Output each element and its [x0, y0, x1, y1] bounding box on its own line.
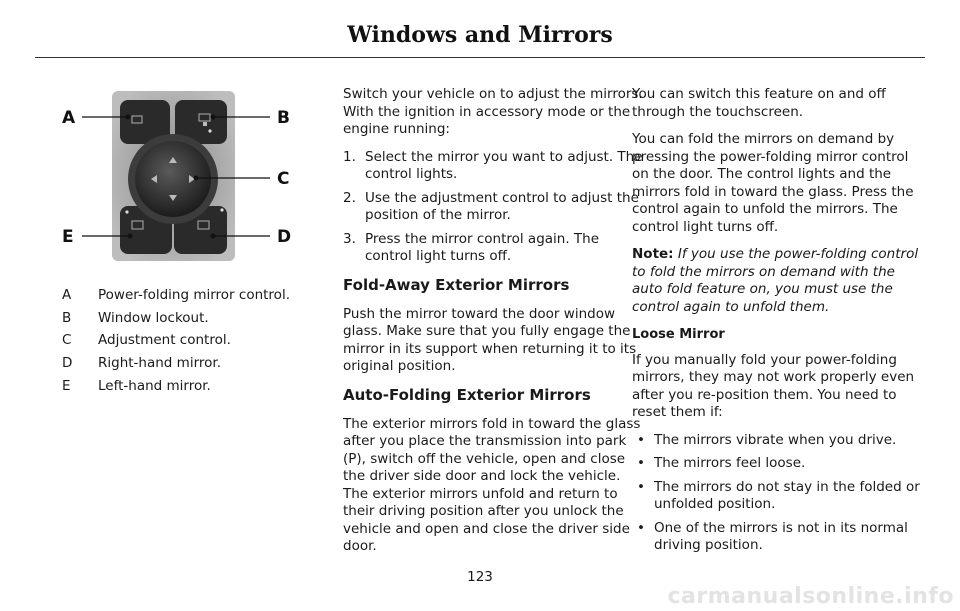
legend-key: E [62, 377, 71, 394]
callout-label-a: A [62, 108, 76, 128]
list-item [632, 479, 928, 514]
intro-paragraph: Switch your vehicle on to adjust the mirrors. With the ignition in accessory mode or the engine running: [343, 86, 643, 137]
step-number: 1. [343, 148, 356, 165]
callout-dot-e [128, 234, 133, 239]
callout-dot-b [211, 115, 216, 120]
right-column [632, 86, 928, 561]
list-item-text: The mirrors feel loose. [654, 455, 806, 471]
legend-row [62, 374, 322, 397]
list-item [632, 520, 928, 555]
legend-text: Right-hand mirror. [98, 355, 221, 372]
mirror-control-illustration [52, 86, 302, 266]
bullet-icon: • [637, 478, 645, 495]
legend-text: Left-hand mirror. [98, 377, 211, 394]
step-number: 3. [343, 230, 356, 247]
list-item [632, 455, 928, 473]
fold-demand-paragraph: You can fold the mirrors on demand by pressing the power-folding mirror control on the door. The control lights and the mirrors fold in toward the glass. Press the control again to unfold the mirrors. The control light turns off. [632, 131, 914, 235]
callout-label-c: C [277, 169, 290, 189]
step-number: 2. [343, 189, 356, 206]
page-number: 123 [467, 569, 493, 585]
auto-folding-paragraph: The exterior mirrors fold in toward the glass after you place the transmission into park (P), switch off the vehicle, open and close the driver side door and lock the vehicle. The exterior mirrors unfold and return to their driving position after you unlock the vehicle and open and close the driver side door. [343, 415, 641, 554]
page-title: Windows and Mirrors [347, 22, 613, 48]
step-text: Press the mirror control again. The control light turns off. [365, 230, 600, 264]
switch-paragraph: You can switch this feature on and off through the touchscreen. [632, 86, 886, 120]
loose-mirror-paragraph: If you manually fold your power-folding mirrors, they may not work properly even after you re-position them. You need to reset them if: [632, 351, 915, 420]
bullet-icon: • [637, 455, 645, 471]
step-item [343, 149, 643, 184]
list-item [632, 432, 928, 450]
legend-key: C [62, 332, 72, 349]
bullet-icon: • [637, 519, 645, 536]
middle-column [343, 86, 643, 566]
note-text: If you use the power-folding control to fold the mirrors on demand with the auto fold feature on, you must use the control again to unfold them. [632, 246, 919, 315]
legend-text: Window lockout. [98, 309, 209, 326]
legend-row [62, 307, 322, 330]
header-rule [35, 57, 925, 58]
reset-conditions-list [632, 432, 928, 555]
legend-key: B [62, 309, 72, 326]
callout-dot-c [194, 176, 199, 181]
legend-key: A [62, 287, 72, 304]
step-text: Use the adjustment control to adjust the position of the mirror. [365, 189, 639, 223]
callout-dot-d [211, 234, 216, 239]
step-item [343, 231, 643, 266]
lockout-indicator-light-icon [208, 129, 211, 132]
fold-away-heading: Fold-Away Exterior Mirrors [343, 275, 570, 294]
right-indicator-light-icon [220, 208, 223, 211]
step-item [343, 190, 643, 225]
list-item-text: The mirrors vibrate when you drive. [654, 431, 897, 448]
loose-mirror-heading: Loose Mirror [632, 327, 725, 342]
legend-key: D [62, 355, 73, 372]
note-paragraph [632, 246, 928, 316]
legend-text: Adjustment control. [98, 332, 231, 349]
callout-label-b: B [277, 108, 290, 128]
legend-row [62, 329, 322, 352]
left-indicator-light-icon [125, 210, 128, 213]
fold-away-paragraph: Push the mirror toward the door window glass. Make sure that you fully engage the mirror in its support when returning it to its original position. [343, 305, 637, 374]
note-label: Note: [632, 246, 674, 262]
callout-dot-a [126, 115, 131, 120]
figure-legend [62, 284, 322, 397]
list-item-text: One of the mirrors is not in its normal driving position. [654, 519, 908, 553]
lock-icon [203, 122, 207, 126]
adjustment-knob[interactable] [135, 141, 211, 217]
adjust-steps [343, 149, 643, 266]
legend-text: Power-folding mirror control. [98, 287, 290, 304]
auto-folding-heading: Auto-Folding Exterior Mirrors [343, 385, 591, 404]
step-text: Select the mirror you want to adjust. The control lights. [365, 148, 643, 182]
callout-label-d: D [277, 227, 292, 247]
callout-label-e: E [62, 227, 74, 247]
legend-row [62, 284, 322, 307]
watermark: carmanualsonline.info [667, 584, 954, 609]
list-item-text: The mirrors do not stay in the folded or unfolded position. [654, 478, 920, 512]
bullet-icon: • [637, 431, 645, 448]
legend-row [62, 352, 322, 375]
